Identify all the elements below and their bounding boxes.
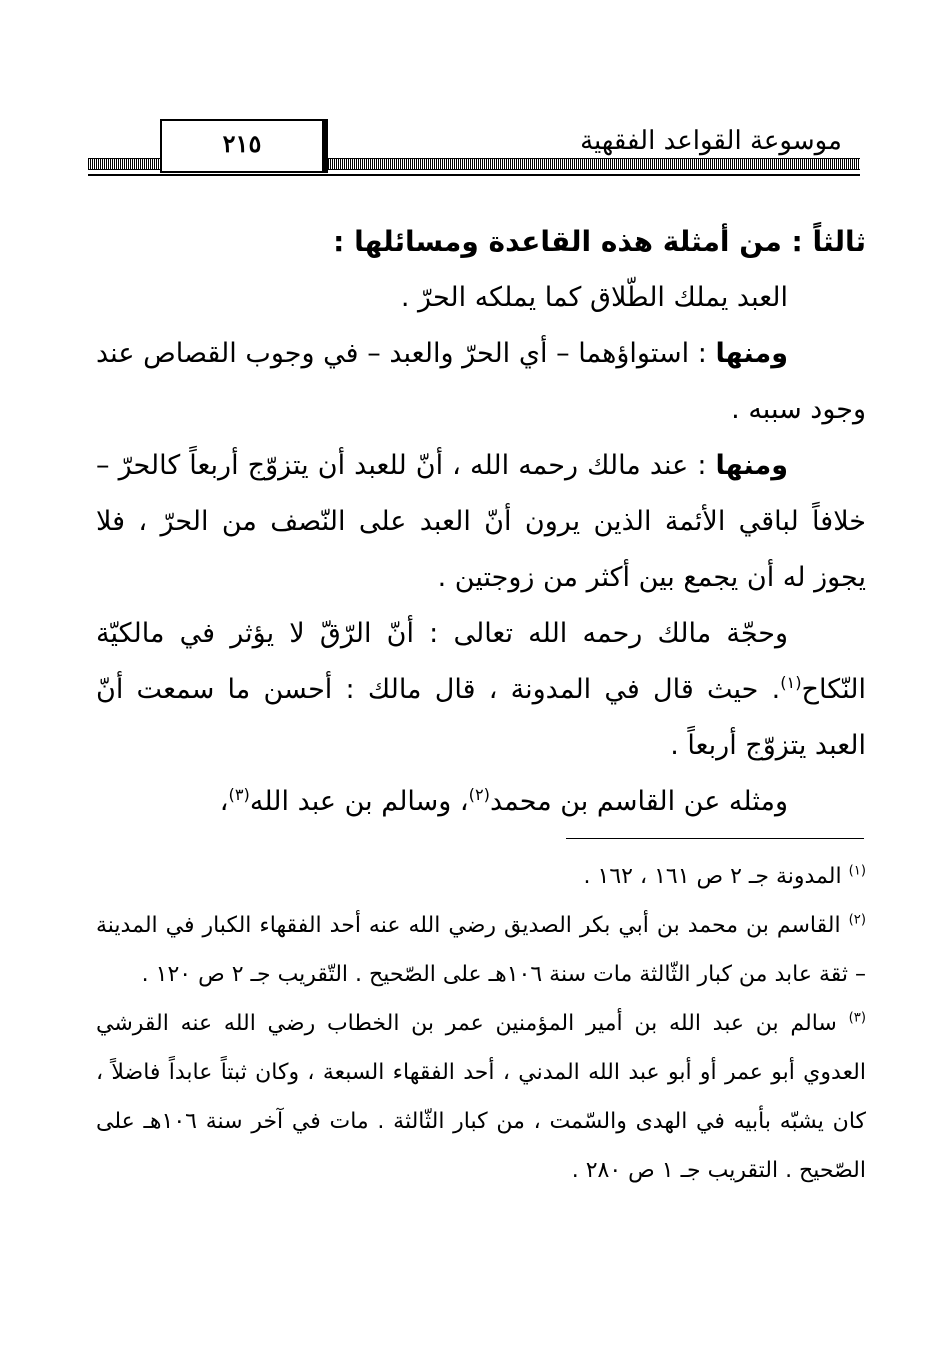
footnote-1-marker: (١) xyxy=(848,863,866,879)
main-text xyxy=(96,214,866,830)
paragraph-2-text: : استواؤهما – أي الحرّ والعبد – في وجوب القصاص عند وجود سببه . xyxy=(96,338,866,425)
paragraph-2-lead: ومنها xyxy=(715,338,788,369)
footnote-3-text: سالم بن عبد الله بن أمير المؤمنين عمر بن الخطاب رضي الله عنه القرشي العدوي أبو عمر أو أبو عبد الله المدني ، أحد الفقهاء السبعة ، وكان ثبتاً عابداً فاضلاً ، كان يشبّه بأبيه في الهدى والسّمت ، من كبار الثّالثة . مات في آخر سنة ١٠٦هـ على الصّحيح . التقريب جـ ١ ص ٢٨٠ . xyxy=(96,1011,866,1183)
footnote-1-text: المدونة جـ ٢ ص ١٦١ ، ١٦٢ . xyxy=(583,864,849,889)
section-heading: ثالثاً : من أمثلة هذه القاعدة ومسائلها : xyxy=(333,225,866,258)
page-number-box xyxy=(160,119,328,173)
footnote-ref-1: (١) xyxy=(780,673,802,692)
footnote-ref-2: (٢) xyxy=(468,785,490,804)
footnote-ref-3: (٣) xyxy=(228,785,250,804)
paragraph-5-text-c: ، xyxy=(219,786,229,817)
paragraph-4 xyxy=(96,606,866,774)
page-header xyxy=(88,116,860,176)
paragraph-3-text: : عند مالك رحمه الله ، أنّ للعبد أن يتزوّج أربعاً كالحرّ – خلافاً لباقي الأئمة الذين يرون أنّ العبد على النّصف من الحرّ ، فلا يجوز له أن يجمع بين أكثر من زوجتين . xyxy=(96,450,866,593)
page-number: ٢١٥ xyxy=(222,129,262,158)
footnote-2-text: القاسم بن محمد بن أبي بكر الصديق رضي الله عنه أحد الفقهاء الكبار في المدينة – ثقة عابد من كبار الثّالثة مات سنة ١٠٦هـ على الصّحيح . التّقريب جـ ٢ ص ١٢٠ . xyxy=(96,913,866,987)
paragraph-4-text-a: وحجّة مالك رحمه الله تعالى : أنّ الرّقّ لا يؤثر في مالكيّة النّكاح xyxy=(96,618,866,705)
paragraph-5 xyxy=(96,774,866,830)
paragraph-3 xyxy=(96,438,866,606)
footnote-3 xyxy=(96,999,866,1195)
footnote-3-marker: (٣) xyxy=(848,1010,866,1026)
running-title: موسوعة القواعد الفقهية xyxy=(580,126,842,156)
footnote-separator xyxy=(566,838,864,839)
paragraph-5-text-a: ومثله عن القاسم بن محمد xyxy=(489,786,788,817)
paragraph-1: العبد يملك الطّلاق كما يملكه الحرّ . xyxy=(400,282,788,313)
paragraph-2 xyxy=(96,326,866,438)
footnote-2-marker: (٢) xyxy=(848,912,866,928)
paragraph-5-text-b: ، وسالم بن عبد الله xyxy=(249,786,469,817)
footnotes xyxy=(96,852,866,1195)
footnote-1 xyxy=(96,852,866,901)
paragraph-3-lead: ومنها xyxy=(715,450,788,481)
footnote-2 xyxy=(96,901,866,999)
paragraph-4-text-b: . حيث قال في المدونة ، قال مالك : أحسن ما سمعت أنّ العبد يتزوّج أربعاً . xyxy=(96,674,866,761)
header-rule xyxy=(88,174,860,176)
